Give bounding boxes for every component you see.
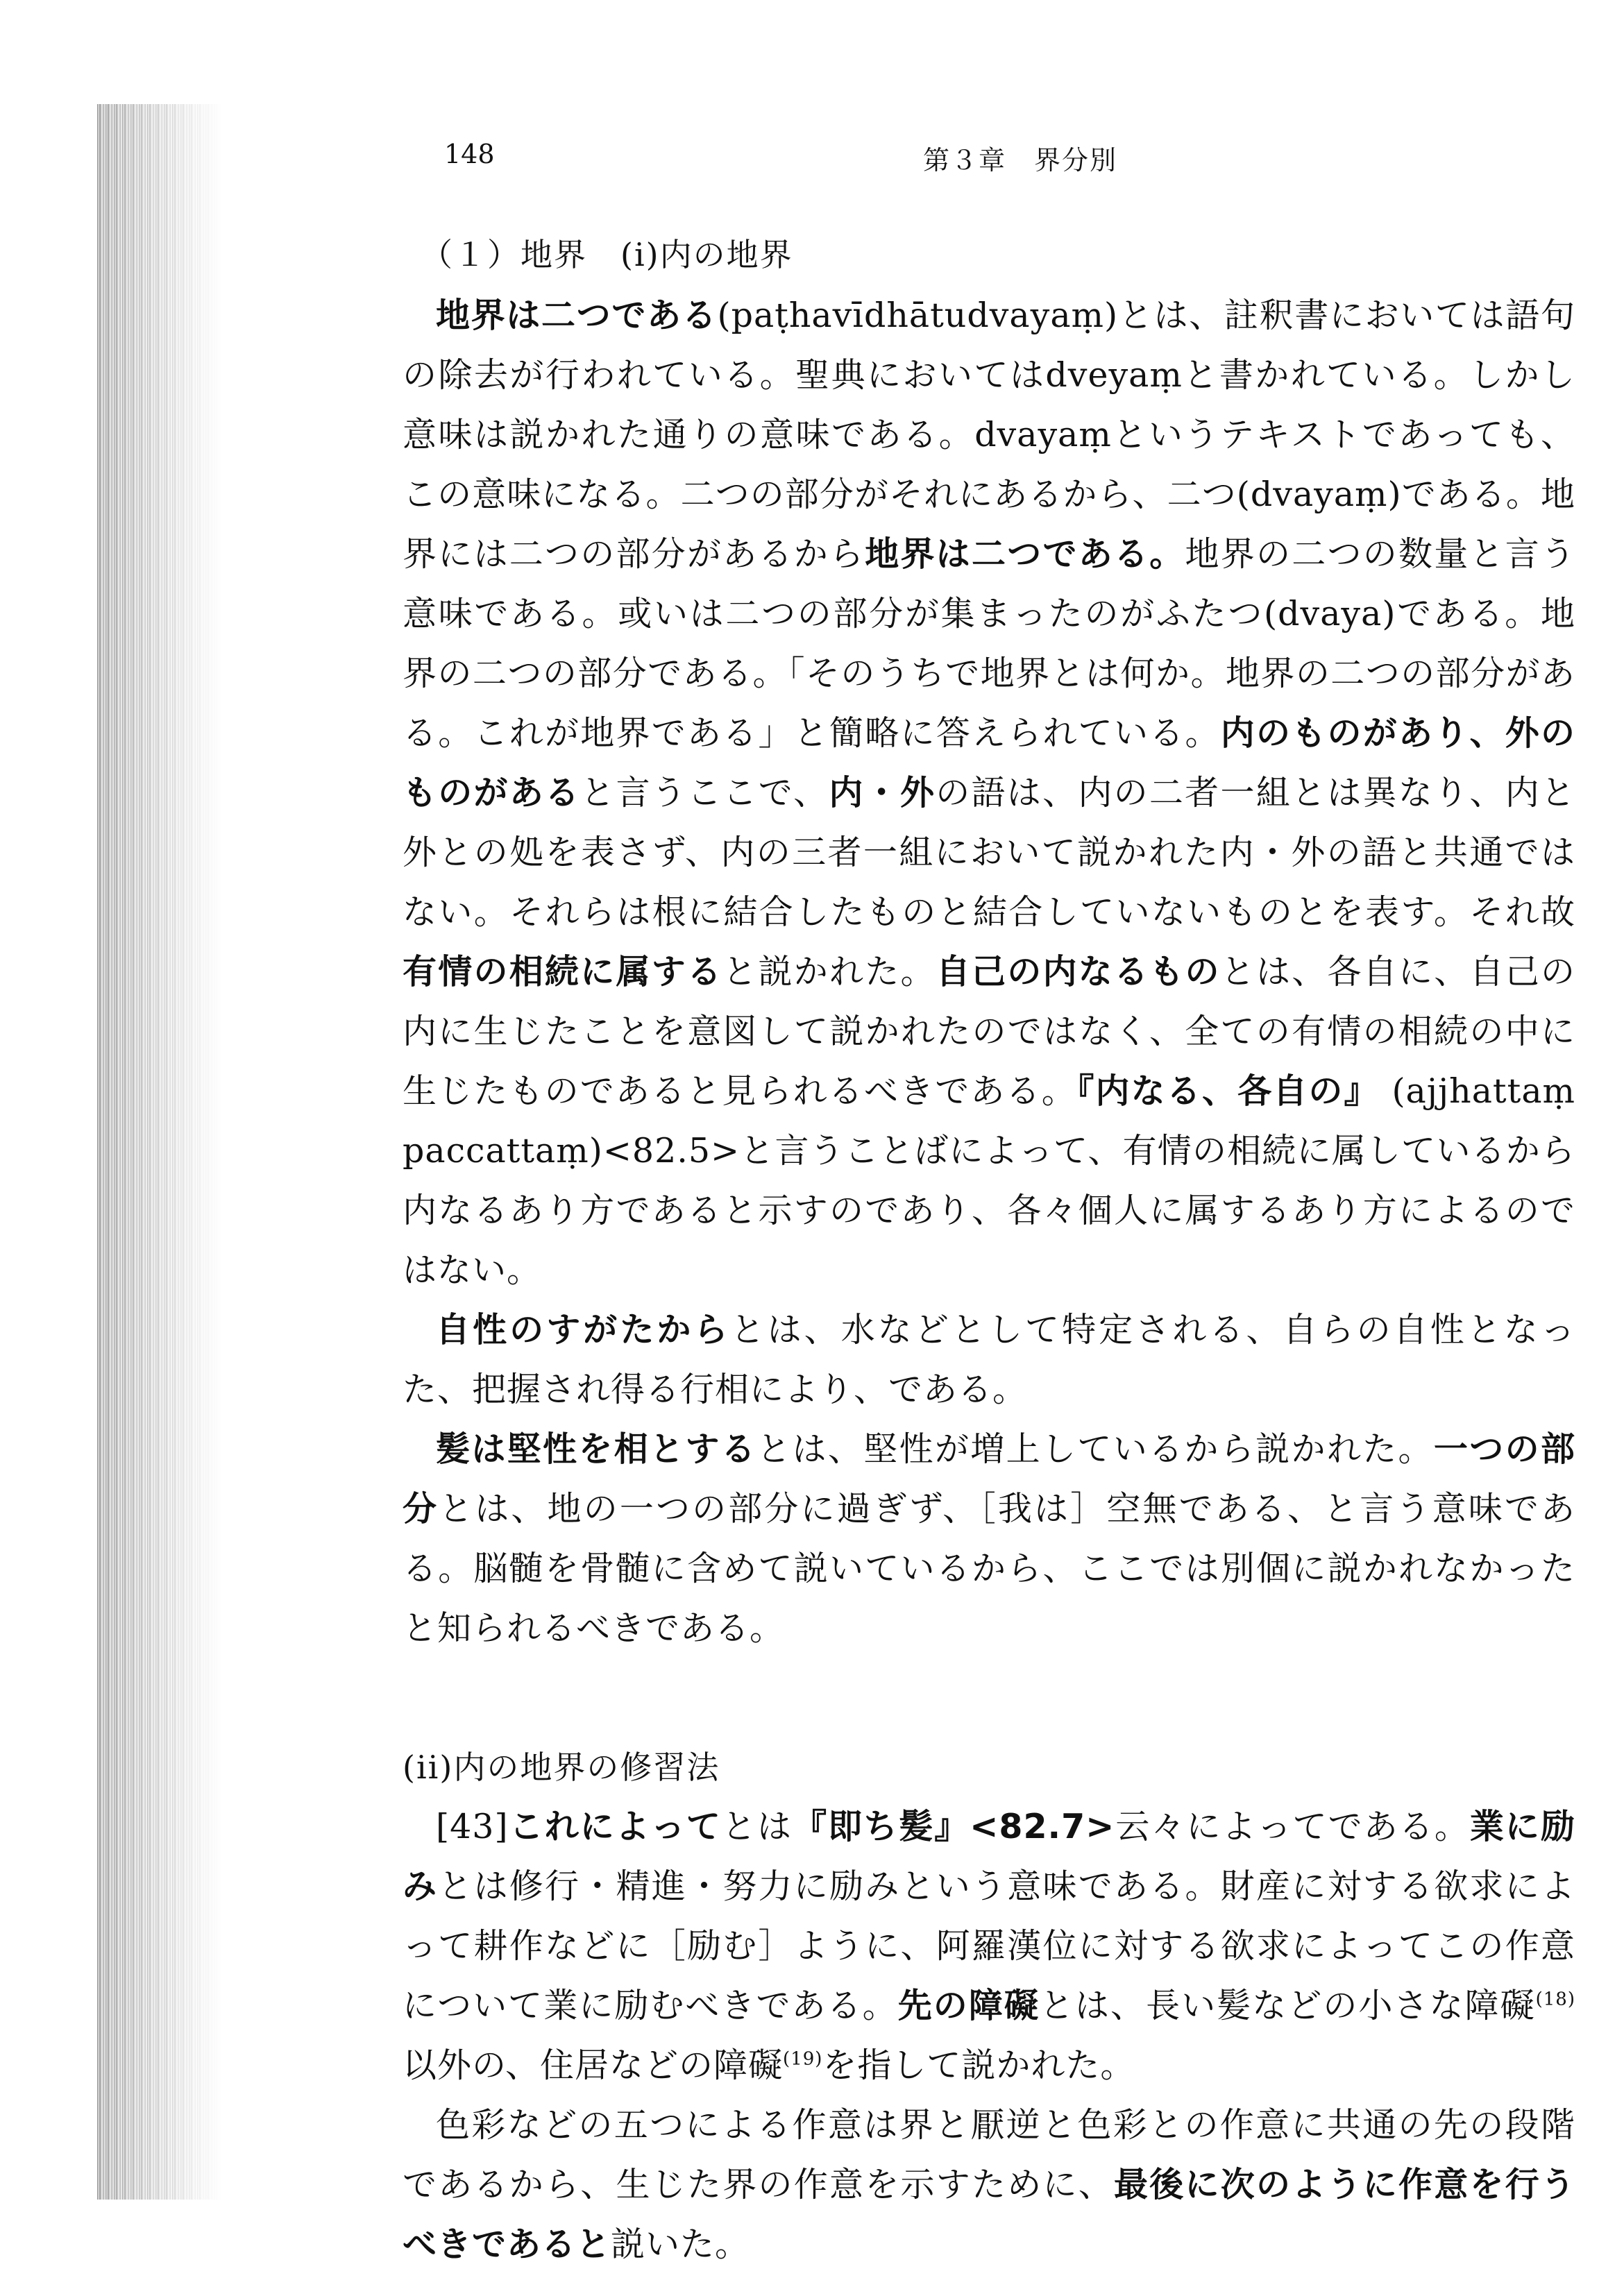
emphasized-term: これによって (508, 1807, 722, 1846)
text-run: と言うここで、 (580, 773, 829, 813)
page-body (403, 229, 1575, 2274)
emphasized-term: 髪は堅性を相とする (436, 1429, 757, 1469)
text-run: (paṭhavīdhātudvayaṃ)とは、註釈書においては語句の除去が行われている。聖典においてはdveyaṃと書かれている。しかし意味は説かれた通りの意味である。dvayaṃというテキストであっても、この意味になる。二つの部分がそれにあるから、二つ(dvayaṃ)である。地界には二つの部分があるから (403, 296, 1575, 574)
text-run: とは、各自に、自己の内に生じたことを意図して説かれたのではなく、全ての有情の相続の中に生じたものであると見られるべきである。 (403, 952, 1575, 1111)
text-run: 云々によってである。 (1115, 1807, 1470, 1846)
emphasized-term: 有情の相続に属する (403, 952, 723, 992)
footnote-ref: (18) (1535, 1989, 1575, 2010)
emphasized-term: 内・外 (829, 773, 936, 813)
text-run: とは、水などとして特定される、自らの自性となった、把握され得る行相により、である。 (403, 1310, 1575, 1409)
emphasized-term: 『内なる、各自の』 (1076, 1071, 1380, 1111)
emphasized-term: 最後に次のように作意を行うべきであると (403, 2165, 1575, 2264)
emphasized-term: 先の障礙 (897, 1986, 1040, 2025)
text-run: とは (721, 1807, 793, 1846)
paragraph (403, 1420, 1575, 1658)
book-binding-shadow (97, 104, 222, 2200)
paragraph (403, 286, 1575, 1300)
page-header (0, 139, 1624, 180)
text-run: [43] (436, 1807, 509, 1846)
text-run: と説かれた。 (722, 952, 936, 992)
text-run: 地界の二つの数量と言う意味である。或いは二つの部分が集まったのがふたつ(dvaya)である。地界の二つの部分である。「そのうちで地界とは何か。地界の二つの部分がある。これが地界である」と簡略に答えられている。 (403, 534, 1575, 753)
emphasized-term: 内のものがあり、外のものがある (403, 713, 1575, 813)
paragraph (403, 1300, 1575, 1420)
emphasized-term: 地界は二つである。 (865, 534, 1185, 574)
text-run: (ajjhattaṃ paccattaṃ)<82.5>と言うことばによって、有情の相続に属しているから内なるあり方であると示すのであり、各々個人に属するあり方によるのではない。 (403, 1071, 1575, 1290)
paragraph (403, 1797, 1575, 2095)
text-run: 以外の、住居などの障礙 (403, 2046, 784, 2085)
running-head: 第３章 界分別 (923, 145, 1118, 176)
emphasized-term: 地界は二つである (436, 296, 718, 335)
text-run: とは、長い髪などの小さな障礙 (1039, 1986, 1536, 2025)
text-run: 色彩などの五つによる作意は界と厭逆と色彩との作意に共通の先の段階であるから、生じた界の作意を示すために、 (403, 2105, 1575, 2204)
text-run: とは、堅性が増上しているから説かれた。 (756, 1429, 1434, 1469)
emphasized-term: 一つの部分 (403, 1429, 1575, 1529)
emphasized-term: 『即ち髪』<82.7> (793, 1807, 1115, 1846)
text-run: を指して説かれた。 (822, 2046, 1135, 2085)
page-number: 148 (444, 139, 495, 169)
section-spacer (403, 1658, 1575, 1742)
text-run: の語は、内の二者一組とは異なり、内と外との処を表さず、内の三者一組において説かれた内・外の語と共通ではない。それらは根に結合したものと結合していないものとを表す。それ故 (403, 773, 1575, 932)
emphasized-term: 自己の内なるもの (936, 952, 1221, 992)
emphasized-term: 業に励み (403, 1807, 1575, 1906)
text-run: 説いた。 (611, 2225, 750, 2264)
paragraph (403, 2095, 1575, 2274)
footnote-ref: (19) (783, 2048, 823, 2070)
emphasized-term: 自性のすがたから (436, 1310, 731, 1350)
section-heading-practice-method: (ii)内の地界の修習法 (403, 1749, 720, 1786)
section-heading-earth-element: （１）地界 (i)内の地界 (421, 236, 793, 273)
text-run: とは修行・精進・努力に励みという意味である。財産に対する欲求によって耕作などに［励む］ように、阿羅漢位に対する欲求によってこの作意について業に励むべきである。 (403, 1866, 1575, 2025)
text-run: とは、地の一つの部分に過ぎず、［我は］空無である、と言う意味である。脳髄を骨髄に含めて説いているから、ここでは別個に説かれなかったと知られるべきである。 (403, 1489, 1575, 1648)
